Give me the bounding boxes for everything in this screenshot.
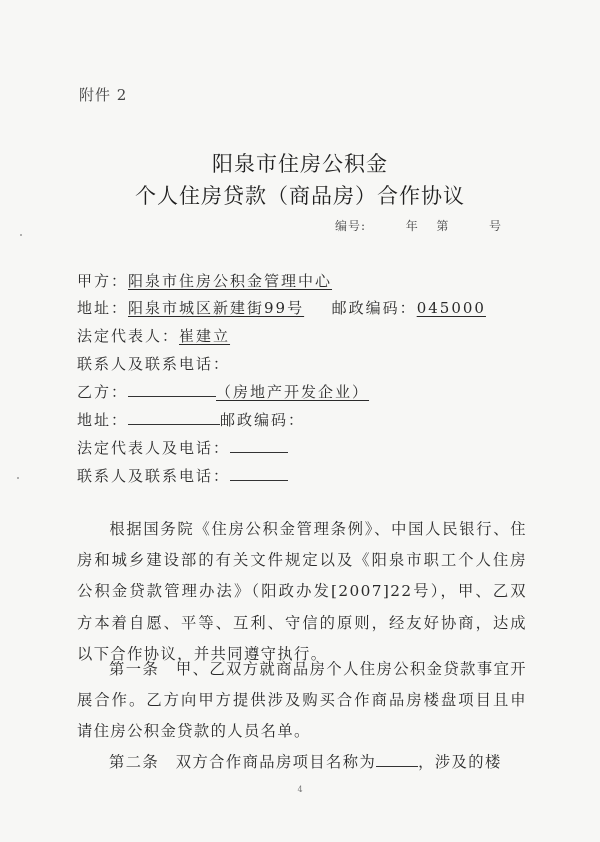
party-a-address: 阳泉市城区新建街99号 [128,299,305,317]
serial-di: 第 [436,219,450,233]
party-b-contact-label: 联系人及联系电话： [77,467,231,485]
party-b-contact-row [77,465,288,486]
party-a-rep-row [77,325,230,346]
party-b-contact-blank [230,466,288,481]
party-a-address-row [77,297,486,318]
party-b-label: 乙方： [77,383,129,401]
party-a-postcode: 045000 [416,299,486,317]
party-b-rep-blank [230,438,288,453]
party-b-rep-label: 法定代表人及电话： [77,439,231,457]
scan-speck [20,234,22,236]
party-a-label: 甲方： [77,272,129,290]
article-2 [77,747,527,778]
intro-text: 根据国务院《住房公积金管理条例》、中国人民银行、住房和城乡建设部的有关文件规定以及《阳泉市职工个人住房公积金贷款管理办法》（阳政办发[2007]22号），甲、乙双方本着自愿、平等、互利、守信的原则，经友好协商，达成以下合作协议，并共同遵守执行。 [77,520,527,663]
title-line-2: 个人住房贷款（商品房）合作协议 [135,184,465,208]
party-b-type: （房地产开发企业） [216,383,370,401]
party-a-postcode-label: 邮政编码： [331,299,417,317]
article-1 [77,654,527,748]
party-b-row [77,381,369,402]
party-a-name: 阳泉市住房公积金管理中心 [128,272,333,290]
party-b-postcode-label: 邮政编码： [220,411,306,429]
title-line-1: 阳泉市住房公积金 [212,152,388,176]
article-2-pre: 第二条 双方合作商品房项目名称为 [109,753,377,771]
party-b-address-label: 地址： [77,411,129,429]
article-2-post: ，涉及的楼 [418,753,502,771]
party-a-row [77,270,332,291]
intro-paragraph [77,514,527,670]
party-a-address-label: 地址： [77,299,129,317]
party-b-address-row [77,409,305,430]
serial-number [335,217,502,234]
scan-speck [17,477,19,479]
serial-hao: 号 [489,219,503,233]
article-1-text: 第一条 甲、乙双方就商品房个人住房公积金贷款事宜开展合作。乙方向甲方提供涉及购买合作商品房楼盘项目且申请住房公积金贷款的人员名单。 [77,660,527,741]
attachment-label: 附件 2 [79,86,128,104]
page-number: 4 [297,785,303,794]
party-a-contact-label: 联系人及联系电话： [77,355,231,373]
party-a-rep: 崔建立 [179,327,231,345]
party-b-address-blank [128,410,220,425]
serial-year: 年 [405,219,419,233]
party-b-rep-row [77,437,288,458]
party-b-name-blank [128,382,216,397]
party-a-rep-label: 法定代表人： [77,327,180,345]
article-2-blank [376,752,418,767]
serial-label: 编号: [335,219,367,233]
party-a-contact-row [77,353,230,374]
